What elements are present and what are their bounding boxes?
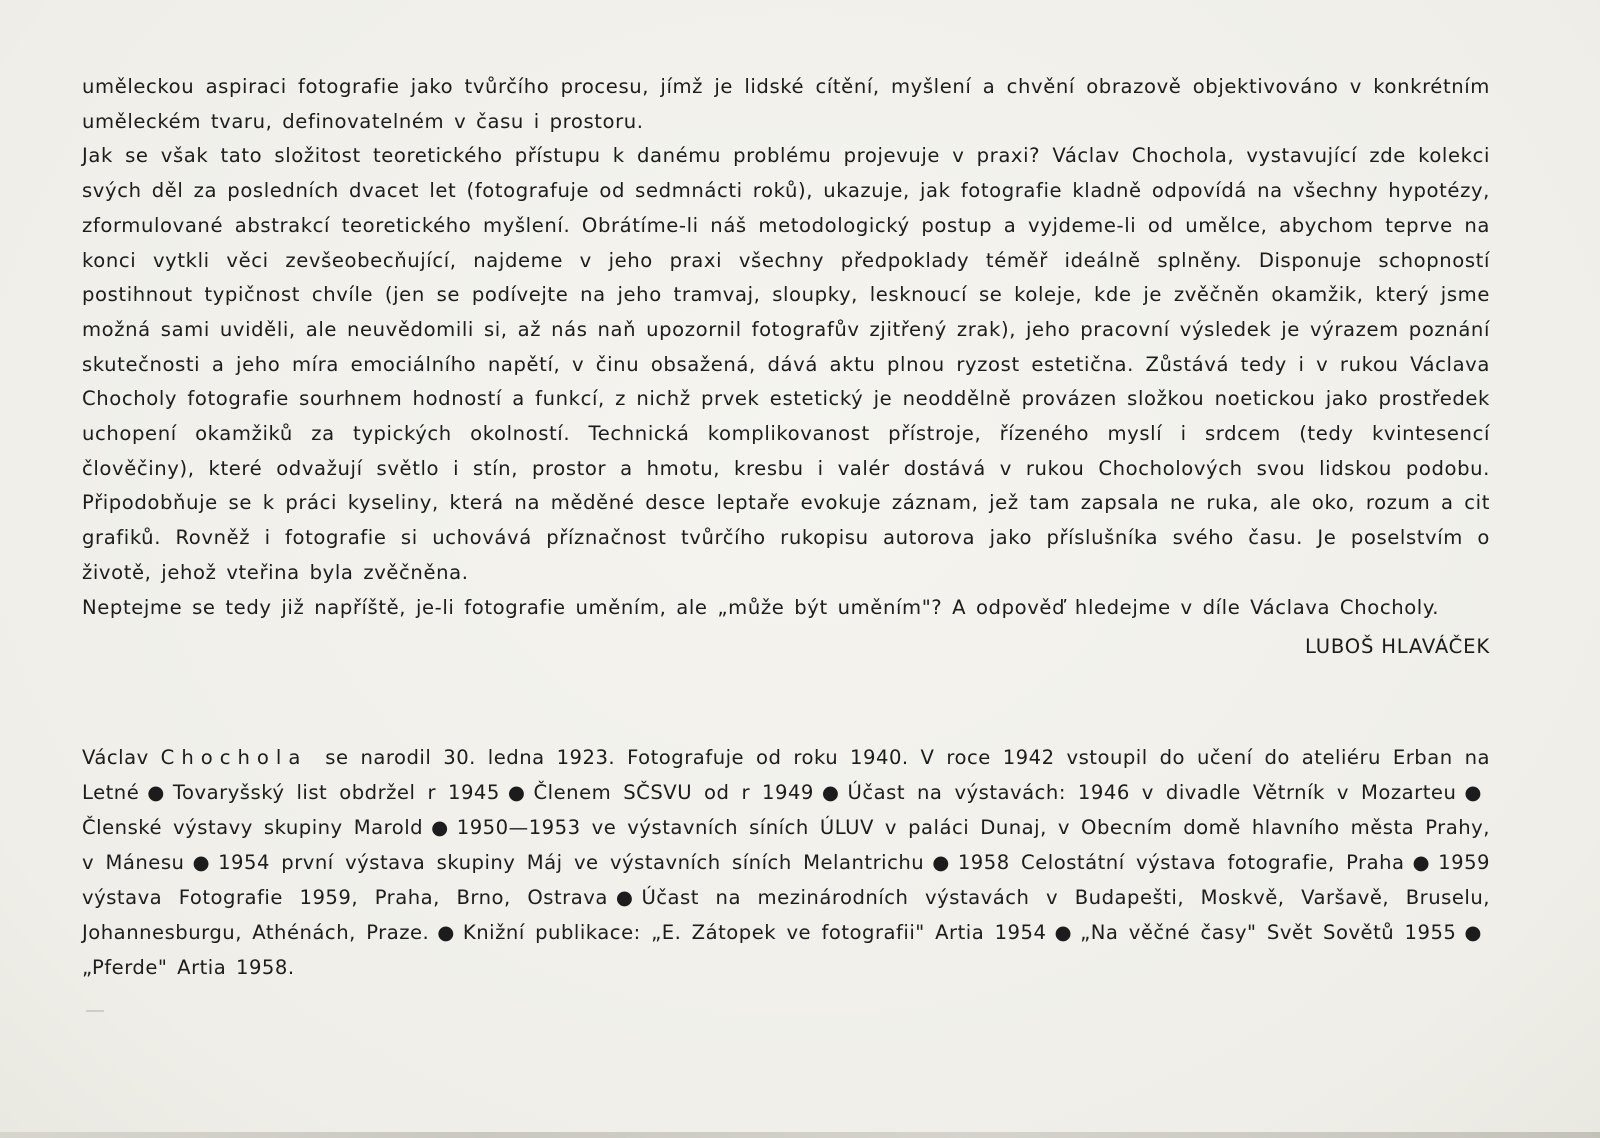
bio-segment: 1950—1953 ve výstavních síních ÚLUV v paláci Dunaj, v Obecním domě hlavního města Prahy, v Mánesu — [82, 816, 1490, 874]
bullet-separator: ● — [507, 781, 526, 804]
essay-text — [82, 70, 1490, 664]
bullet-separator: ● — [1464, 921, 1483, 944]
bio-segment: 1958 Celostátní výstava fotografie, Praha — [957, 851, 1405, 874]
author-signature: LUBOŠ HLAVÁČEK — [1304, 635, 1490, 659]
bullet-separator: ● — [615, 886, 634, 909]
essay-paragraph-1: uměleckou aspiraci fotografie jako tvůrčího procesu, jímž je lidské cítění, myšlení a chvění obrazově objektivováno v konkrétním uměleckém tvaru, definovatelném v času i prostoru. — [82, 75, 1490, 133]
bio-segment: Účast na mezinárodních výstavách v Budapešti, Moskvě, Varšavě, Bruselu, Johannesburgu, Athénách, Praze. — [82, 886, 1490, 944]
bio-segment: „Pferde" Artia 1958. — [82, 956, 295, 979]
essay-paragraph-3: Neptejme se tedy již napříště, je-li fotografie uměním, ale „může být uměním"? A odpověď hledejme v díle Václava Chocholy. — [82, 595, 1440, 619]
bullet-separator: ● — [431, 816, 449, 839]
bio-segment: Členské výstavy skupiny Marold — [82, 816, 424, 839]
biography-section — [82, 740, 1490, 985]
bullet-separator: ● — [932, 851, 950, 874]
biography-paragraph — [82, 740, 1490, 985]
bio-segment: 1954 první výstava skupiny Máj ve výstavních síních Melantrichu — [218, 851, 925, 874]
bio-segment: Knižní publikace: „E. Zátopek ve fotografii" Artia 1954 — [462, 921, 1047, 944]
bullet-separator: ● — [1412, 851, 1431, 874]
bio-first-name: Václav — [82, 746, 149, 769]
stray-mark — [86, 1010, 104, 1012]
bio-segment: „Na věčné časy" Svět Sovětů 1955 — [1080, 921, 1457, 944]
bio-segment: Účast na výstavách: 1946 v divadle Větrník v Mozarteu — [847, 781, 1457, 804]
bullet-separator: ● — [147, 781, 165, 804]
bio-surname: Chochola — [160, 746, 308, 769]
scan-bottom-edge — [0, 1132, 1600, 1138]
bullet-separator: ● — [437, 921, 455, 944]
bio-segment: se narodil 30. ledna 1923. Fotografuje od roku 1940. V roce 1942 vstoupil do učení do ateliéru Erban na Letné — [82, 746, 1490, 804]
bullet-separator: ● — [1464, 781, 1482, 804]
bio-segment: 1959 výstava Fotografie 1959, Praha, Brno, Ostrava — [82, 851, 1491, 909]
essay-paragraph-2: Jak se však tato složitost teoretického přístupu k danému problému projevuje v praxi? Václav Chochola, vystavující zde kolekci svých děl za posledních dvacet let (fotografuje od sedmnácti roků), ukazuje, jak fotografie kladně odpovídá na všechny hypotézy, zformulované abstrakcí teoretického myšlení. Obrátíme-li náš metodologický postup a vyjdeme-li od umělce, abychom teprve na konci vytkli věci zevšeobecňující, najdeme v jeho praxi všechny předpoklady téměř ideálně splněny. Disponuje schopností postihnout typičnost chvíle (jen se podívejte na jeho tramvaj, sloupky, lesknoucí se koleje, kde je zvěčněn okamžik, který jsme možná sami uviděli, ale neuvědomili si, až nás naň upozornil fotografův zjitřený zrak), jeho pracovní výsledek je výrazem poznání skutečnosti a jeho míra emociálního napětí, v činu obsažená, dává aktu plnou ryzost estetična. Zůstává tedy i v rukou Václava Chocholy fotografie sourhnem hodností a funkcí, z nichž prvek estetický je neoddělně provázen složkou noetickou jako prostředek uchopení okamžiků za typických okolností. Technická komplikovanost přístroje, řízeného myslí i srdcem (tedy kvintesencí člověčiny), které odvažují světlo i stín, prostor a hmotu, kresbu i valér dostává v rukou Chocholových svou lidskou podobu. Připodobňuje se k práci kyseliny, která na měděné desce leptaře evokuje záznam, jež tam zapsala ne ruka, ale oko, rozum a cit grafiků. Rovněž i fotografie si uchovává příznačnost tvůrčího rukopisu autorova jako příslušníka svého času. Je poselstvím o životě, jehož vteřina byla zvěčněna. — [82, 144, 1490, 584]
bullet-separator: ● — [821, 781, 840, 804]
bullet-separator: ● — [192, 851, 211, 874]
bio-segment: Tovaryšský list obdržel r 1945 — [172, 781, 500, 804]
bullet-separator: ● — [1054, 921, 1073, 944]
bio-segment: Členem SČSVU od r 1949 — [533, 781, 814, 804]
